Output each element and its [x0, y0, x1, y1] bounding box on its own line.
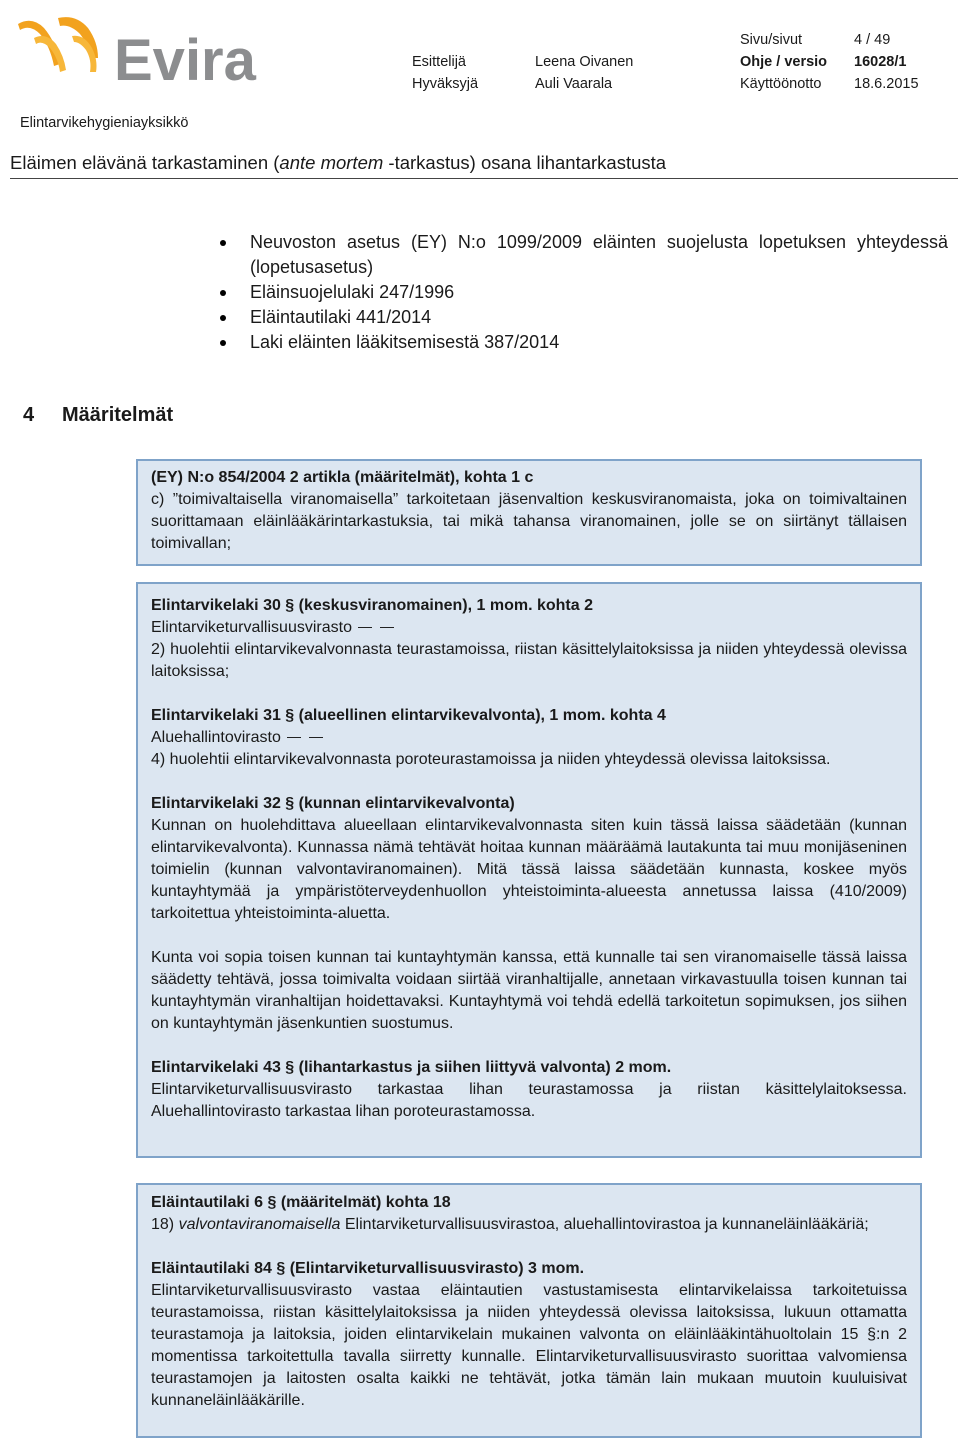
- evira-logo-text: Evira: [114, 28, 256, 90]
- version-label: Ohje / versio: [740, 54, 828, 70]
- presenter-value: Leena Oivanen: [535, 54, 634, 70]
- list-item: Eläinsuojelulaki 247/1996: [220, 280, 948, 305]
- approver-label: Hyväksyjä: [412, 76, 479, 92]
- legislation-list: [220, 230, 948, 355]
- box-paragraph: 2) huolehtii elintarvikevalvonnasta teurastamoissa, riistan käsittelylaitoksissa ja niiden yhteydessä olevissa laitoksissa;: [151, 641, 907, 680]
- paragraph-part: 18): [151, 1216, 179, 1233]
- authority-name: Aluehallintovirasto: [151, 729, 281, 746]
- definition-box-eu: [136, 459, 922, 566]
- box-heading: (EY) N:o 854/2004 2 artikla (määritelmät), kohta 1 c: [151, 469, 534, 486]
- box-paragraph: Kunnan on huolehdittava alueellaan elintarvikevalvonnasta siten kuin tässä laissa säädetään (kunnan elintarvikevalvonta). Kunnassa nämä tehtävät hoitaa kunnan määräämä lautakunta tai muu monijäseninen toimielin (kunnan valvontaviranomainen). Mitä tässä laissa säädetään kunnasta, koskee myös kuntayhtymää ja ympäristöterveydenhuollon yhteistoiminta-alueesta annetussa laissa (410/2009) tarkoitettua yhteistoiminta-aluetta.: [151, 817, 907, 922]
- paragraph-part: Elintarviketurvallisuusvirastoa, aluehallintovirastoa ja kunnaneläinlääkäriä;: [340, 1216, 869, 1233]
- dash-mark: [287, 727, 323, 749]
- dash-mark: [358, 617, 394, 639]
- box-paragraph: Elintarviketurvallisuusvirasto vastaa eläintautien vastustamisesta elintarvikelaissa tarkoitetuissa teurastamoissa, riistan käsittelylaitoksissa ja niiden yhteydessä olevissa laitoksissa, lukuun ottamatta teurastamoja ja laitoksia, joiden elintarvikelain mukainen valvonta on eläinlääkintähuoltolain 15 §:n 2 momentissa tarkoitettulla tavalla siirretty kunnalle. Elintarviketurvallisuusvirasto suorittaa valvomiensa teurastamojen ja laitosten osalta kaikki ne tehtävät, jotka tämän lain mukaan muutoin kuuluisivat kunnaneläinlääkärille.: [151, 1282, 907, 1409]
- version-value: 16028/1: [854, 54, 907, 70]
- paragraph-italic: valvontaviranomaisella: [178, 1216, 341, 1233]
- definition-box-food-law: [136, 582, 922, 1158]
- unit-name: Elintarvikehygieniayksikkö: [20, 115, 189, 131]
- box-subheading: [151, 727, 907, 749]
- box-heading: Elintarvikelaki 43 § (lihantarkastus ja siihen liittyvä valvonta) 2 mom.: [151, 1059, 672, 1076]
- box-heading: Elintarvikelaki 32 § (kunnan elintarvikevalvonta): [151, 795, 515, 812]
- box-heading: Elintarvikelaki 30 § (keskusviranomainen), 1 mom. kohta 2: [151, 597, 593, 614]
- section-title: Määritelmät: [62, 404, 174, 426]
- approver-value: Auli Vaarala: [535, 76, 613, 92]
- box-paragraph: Kunta voi sopia toisen kunnan tai kuntayhtymän kanssa, että kunnalle tai sen viranomaiselle tässä laissa säädetty tehtävä, jossa toimivalta voidaan siirtää viranhaltijalle, annetaan virkavastuulla toisen kunnan tai kuntayhtymän viranhaltijan hoidettavaksi. Kuntayhtymä voi tehdä edellä tarkoitetun sopimuksen, jos siihen on kuntayhtymän jäsenkuntien suostumus.: [151, 949, 907, 1032]
- box-paragraph: [151, 1214, 907, 1236]
- box-paragraph: c) ”toimivaltaisella viranomaisella” tarkoitetaan jäsenvaltion keskusviranomaista, joka on toimivaltainen suorittamaan eläinlääkärintarkastuksia, tai mikä tahansa viranomainen, jolle se on siirtänyt tällaisen toimivallan;: [151, 491, 907, 552]
- page-value: 4 / 49: [854, 32, 891, 48]
- title-italic: ante mortem: [279, 152, 384, 173]
- document-title: [10, 152, 666, 174]
- header-rule: [10, 178, 958, 179]
- evira-logo: [14, 14, 264, 90]
- box-subheading: [151, 617, 907, 639]
- box-heading: Eläintautilaki 6 § (määritelmät) kohta 18: [151, 1194, 451, 1211]
- authority-name: Elintarviketurvallisuusvirasto: [151, 619, 352, 636]
- list-item: Eläintautilaki 441/2014: [220, 305, 948, 330]
- list-item: Neuvoston asetus (EY) N:o 1099/2009 eläinten suojelusta lopetuksen yhteydessä (lopetusasetus): [220, 230, 948, 280]
- box-heading: Eläintautilaki 84 § (Elintarviketurvallisuusvirasto) 3 mom.: [151, 1260, 585, 1277]
- deployment-label: Käyttöönotto: [740, 76, 822, 92]
- title-part: Eläimen elävänä tarkastaminen (: [10, 152, 280, 173]
- page-label: Sivu/sivut: [740, 32, 803, 48]
- title-part: -tarkastus) osana lihantarkastusta: [383, 152, 667, 173]
- presenter-label: Esittelijä: [412, 54, 466, 70]
- evira-logo-mark: [18, 17, 98, 72]
- section-number: 4: [23, 404, 35, 426]
- box-heading: Elintarvikelaki 31 § (alueellinen elintarvikevalvonta), 1 mom. kohta 4: [151, 707, 666, 724]
- box-paragraph: 4) huolehtii elintarvikevalvonnasta poroteurastamoissa ja niiden yhteydessä olevissa laitoksissa.: [151, 751, 831, 768]
- list-item: Laki eläinten lääkitsemisestä 387/2014: [220, 330, 948, 355]
- box-paragraph: Elintarviketurvallisuusvirasto tarkastaa lihan teurastamossa ja riistan käsittelylaitoksessa. Aluehallintovirasto tarkastaa lihan poroteurastamossa.: [151, 1081, 907, 1120]
- deployment-value: 18.6.2015: [854, 76, 919, 92]
- definition-box-animal-disease-law: [136, 1183, 922, 1438]
